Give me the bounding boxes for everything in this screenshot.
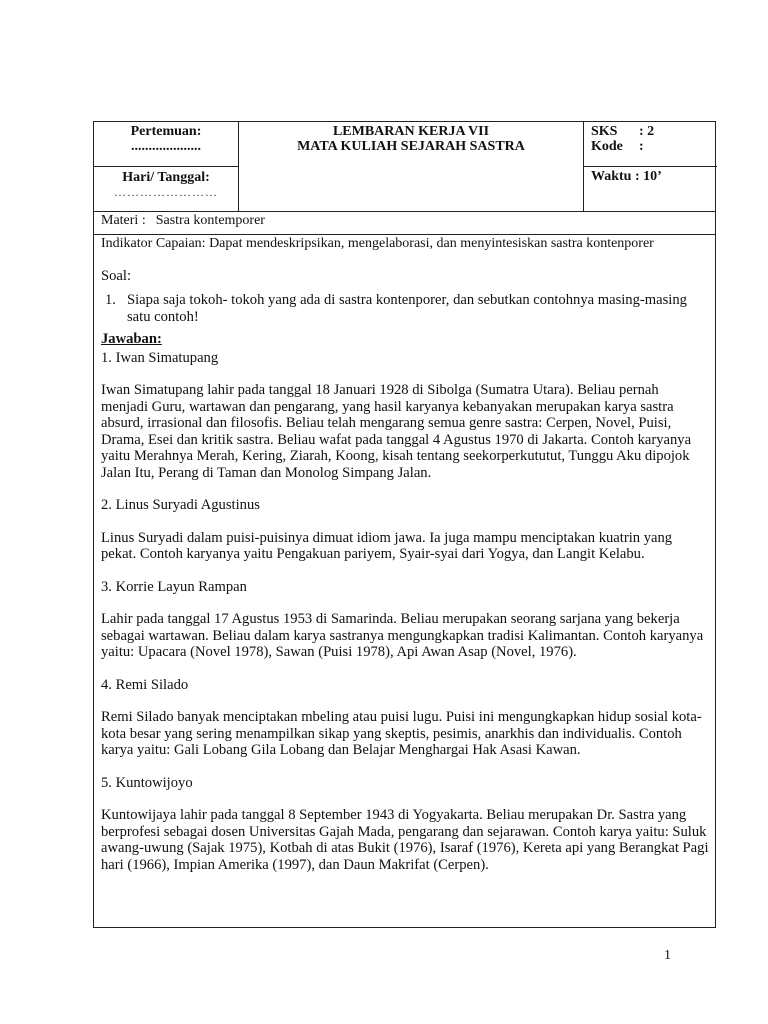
question-item	[101, 292, 709, 325]
answer-section-title: 2. Linus Suryadi Agustinus	[101, 497, 260, 513]
answer-section-title: 5. Kuntowijoyo	[101, 774, 193, 791]
waktu-cell	[591, 169, 711, 184]
waktu-text: Waktu : 10’	[591, 169, 662, 184]
pertemuan-label: Pertemuan:	[130, 124, 202, 139]
answer-section-text: Linus Suryadi dalam puisi-puisinya dimuat idiom jawa. Ia juga mampu menciptakan kuatrin yang pekat. Contoh karyanya yaitu Pengakuan pariyem, Syair-syai dari Yogya, dan Langit Kelabu.	[101, 529, 673, 562]
indikator-capaian: Indikator Capaian: Dapat mendeskripsikan, mengelaborasi, dan menyintesiskan sastra kontenporer	[101, 236, 654, 251]
answer-section-title: 4. Remi Silado	[101, 676, 189, 693]
answer-section-text: Remi Silado banyak menciptakan mbeling atau puisi lugu. Puisi ini mengungkapkan hidup sosial kota-kota besar yang sering menampilkan sikap yang skeptis, pesimis, anarkhis dan individualis. Contoh karya yaitu: Gali Lobang Gila Lobang dan Belajar Menghargai Hak Asasi Kawan.	[101, 709, 702, 758]
title-line-1: LEMBARAN KERJA VII	[332, 124, 490, 139]
jawaban-label: Jawaban:	[101, 331, 162, 347]
hari-tanggal-cell	[94, 170, 238, 200]
question-text: Siapa saja tokoh- tokoh yang ada di sastra kontenporer, dan sebutkan contohnya masing-masing satu contoh!	[127, 292, 687, 325]
worksheet-title	[239, 124, 583, 154]
sks-kode-cell	[591, 124, 711, 154]
sks-value: : 2	[639, 124, 655, 139]
worksheet-header	[94, 122, 715, 212]
answer-section-title: 3. Korrie Layun Rampan	[101, 578, 247, 595]
title-line-2: MATA KULIAH SEJARAH SASTRA	[297, 139, 525, 154]
materi-value: Sastra kontemporer	[155, 213, 265, 228]
materi-row	[94, 211, 715, 235]
pertemuan-value: ....................	[131, 139, 201, 154]
kode-label: Kode	[591, 139, 623, 154]
answer-section-title: 1. Iwan Simatupang	[101, 349, 219, 366]
pertemuan-cell	[94, 124, 238, 154]
question-number: 1.	[105, 292, 116, 308]
header-divider	[583, 166, 717, 167]
worksheet-body	[101, 236, 709, 873]
answer-section-text: Iwan Simatupang lahir pada tanggal 18 Januari 1928 di Sibolga (Sumatra Utara). Beliau pernah menjadi Guru, wartawan dan pengarang, yang hasil karyanya kebanyakan merupakan karya sastra absurd, irrasional dan filosofis. Beliau telah mengarang semua genre sastra: Cerpen, Novel, Puisi, Drama, Esei dan kritik sastra. Beliau wafat pada tanggal 4 Agustus 1970 di Jakarta. Contoh karyanya yaitu Merahnya Merah, Kering, Ziarah, Koong, kisah tentang seekorperkututut, Tunggu Aku dipojok Jalan Itu, Perang di Taman dan Monolog Simpang Jalan.	[101, 382, 692, 481]
answer-section-text: Lahir pada tanggal 17 Agustus 1953 di Samarinda. Beliau merupakan seorang sarjana yang bekerja sebagai wartawan. Beliau dalam karya sastranya mengungkapkan tradisi Kalimantan. Contoh karyanya yaitu: Upacara (Novel 1978), Sawan (Puisi 1978), Api Awan Asap (Novel, 1976).	[101, 611, 704, 660]
soal-label: Soal:	[101, 267, 131, 284]
answer-section-text: Kuntowijaya lahir pada tanggal 8 September 1943 di Yogyakarta. Beliau merupakan Dr. Sastra yang berprofesi sebagai dosen Universitas Gajah Mada, pengarang dan sejarawan. Contoh karya yaitu: Suluk awang-uwung (Sajak 1975), Kotbah di atas Bukit (1976), Isaraf (1976), Kereta api yang Berangkat Pagi hari (1966), Impian Amerika (1997), dan Daun Makrifat (Cerpen).	[101, 807, 709, 873]
hari-tanggal-label: Hari/ Tanggal:	[122, 170, 210, 185]
kode-value: :	[639, 139, 644, 154]
worksheet	[93, 121, 716, 928]
header-divider	[94, 166, 239, 167]
materi-label: Materi :	[101, 213, 146, 228]
sks-label: SKS	[591, 124, 618, 139]
hari-tanggal-value: ……………………	[114, 185, 218, 199]
page-number: 1	[664, 948, 671, 963]
